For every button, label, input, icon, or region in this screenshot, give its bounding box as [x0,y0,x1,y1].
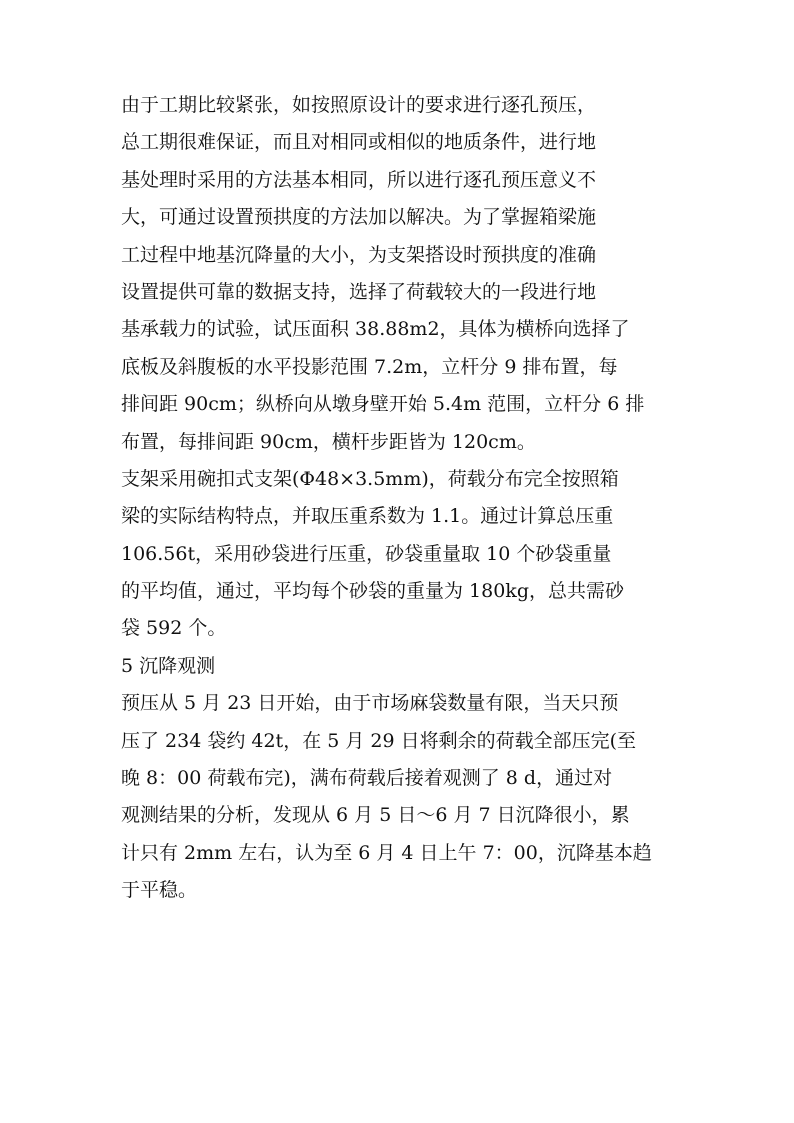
text-line: 底板及斜腹板的水平投影范围 7.2m，立杆分 9 排布置，每 [121,355,618,378]
section-heading: 5 沉降观测 [121,654,216,677]
text-line: 袋 592 个。 [121,617,227,640]
text-line: 106.56t，采用砂袋进行压重，砂袋重量取 10 个砂袋重量 [121,542,612,565]
text-line: 设置提供可靠的数据支持，选择了荷载较大的一段进行地 [121,280,597,303]
text-line: 晚 8：00 荷载布完)，满布荷载后接着观测了 8 d，通过对 [121,767,613,790]
text-line: 布置，每排间距 90cm，横杆步距皆为 120cm。 [121,430,536,453]
text-line: 总工期很难保证，而且对相同或相似的地质条件，进行地 [121,131,597,154]
text-line: 压了 234 袋约 42t，在 5 月 29 日将剩余的荷载全部压完(至 [121,729,637,752]
text-line: 梁的实际结构特点，并取压重系数为 1.1。通过计算总压重 [121,505,614,528]
text-line: 工过程中地基沉降量的大小，为支架搭设时预拱度的准确 [121,243,597,266]
text-line: 排间距 90cm；纵桥向从墩身壁开始 5.4m 范围，立杆分 6 排 [121,393,645,416]
text-line: 观测结果的分析，发现从 6 月 5 日～6 月 7 日沉降很小，累 [121,804,630,827]
text-line: 支架采用碗扣式支架(Φ48×3.5mm)，荷载分布完全按照箱 [121,467,619,490]
body-text [121,87,681,910]
text-line: 由于工期比较紧张，如按照原设计的要求进行逐孔预压， [121,94,597,116]
text-line: 计只有 2mm 左右，认为至 6 月 4 日上午 7：00，沉降基本趋 [121,841,652,864]
text-line: 预压从 5 月 23 日开始，由于市场麻袋数量有限，当天只预 [121,692,619,715]
text-line: 于平稳。 [121,879,198,902]
text-line: 基承载力的试验，试压面积 38.88m2，具体为横桥向选择了 [121,318,630,341]
text-line: 基处理时采用的方法基本相同，所以进行逐孔预压意义不 [121,168,597,191]
text-line: 的平均值，通过，平均每个砂袋的重量为 180kg，总共需砂 [121,580,624,603]
text-line: 大，可通过设置预拱度的方法加以解决。为了掌握箱梁施 [121,206,597,229]
